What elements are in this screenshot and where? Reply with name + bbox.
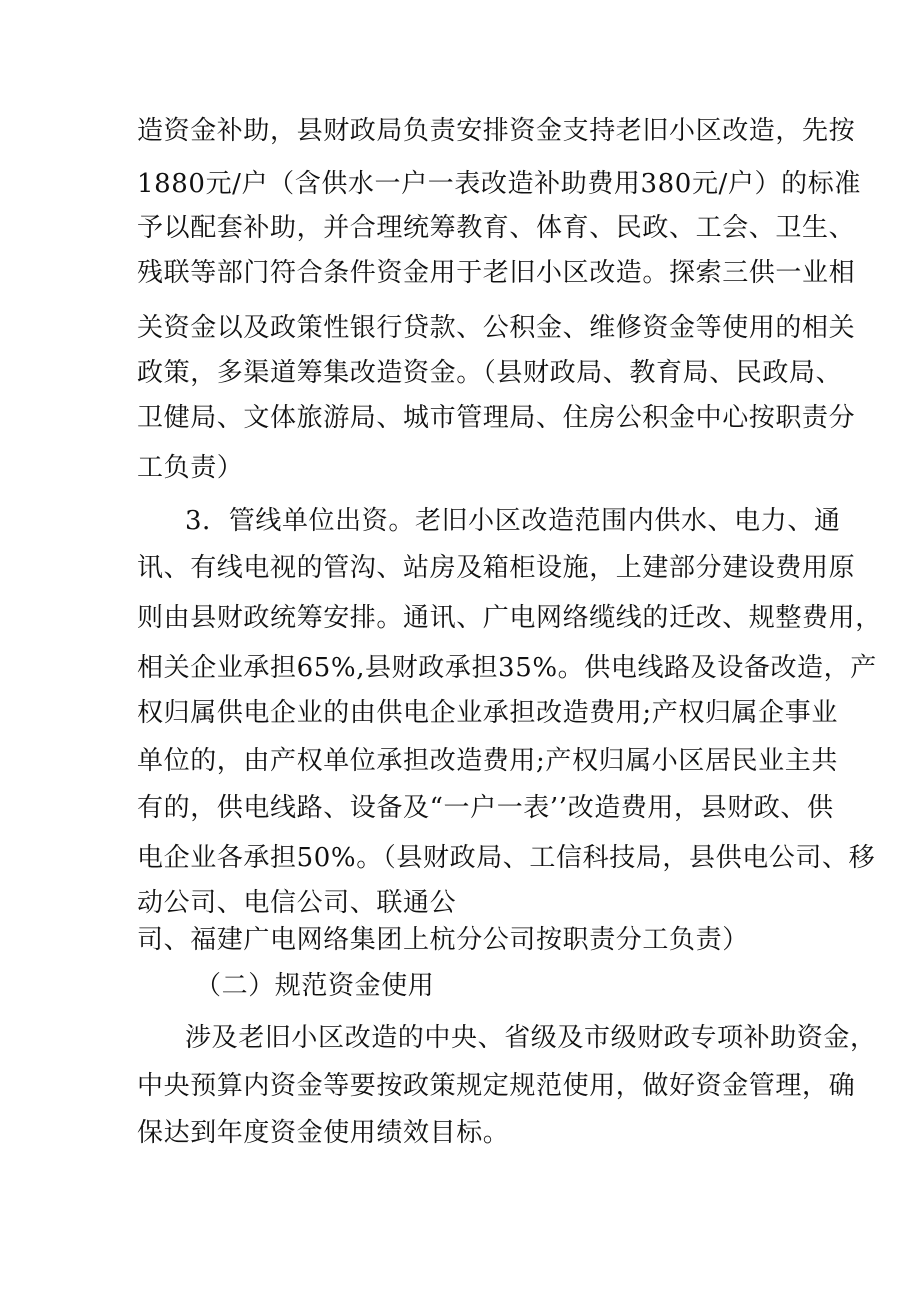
text-line: 3．管线单位出资。老旧小区改造范围内供水、电力、通: [185, 506, 841, 536]
text-line: 电企业各承担50%。（县财政局、工信科技局，县供电公司、移: [137, 843, 876, 873]
text-line: 权归属供电企业的由供电企业承担改造费用;产权归属企事业: [137, 698, 838, 728]
text-line: 卫健局、文体旅游局、城市管理局、住房公积金中心按职责分: [137, 403, 856, 433]
text-line: 动公司、电信公司、联通公: [137, 888, 457, 918]
text-line: 造资金补助，县财政局负责安排资金支持老旧小区改造，先按: [137, 116, 856, 146]
text-line: 单位的，由产权单位承担改造费用;产权归属小区居民业主共: [137, 746, 838, 776]
text-line: 则由县财政统筹安排。通讯、广电网络缆线的迁改、规整费用，: [137, 603, 882, 633]
text-line: 司、福建广电网络集团上杭分公司按职责分工负责）: [137, 925, 749, 955]
section-heading: （二）规范资金使用: [195, 971, 435, 1001]
text-line: 1880元/户（含供水一户一表改造补助费用380元/户）的标准: [137, 169, 861, 199]
text-line: 关资金以及政策性银行贷款、公积金、维修资金等使用的相关: [137, 313, 856, 343]
text-line: 讯、有线电视的管沟、站房及箱柜设施，上建部分建设费用原: [137, 553, 856, 583]
text-line: 保达到年度资金使用绩效目标。: [137, 1118, 510, 1148]
text-line: 予以配套补助，并合理统筹教育、体育、民政、工会、卫生、: [137, 213, 856, 243]
text-line: 残联等部门符合条件资金用于老旧小区改造。探索三供一业相: [137, 258, 856, 288]
text-line: 涉及老旧小区改造的中央、省级及市级财政专项补助资金，: [185, 1023, 877, 1053]
text-line: 有的，供电线路、设备及“一户一表’’改造费用，县财政、供: [137, 793, 834, 823]
text-line: 中央预算内资金等要按政策规定规范使用，做好资金管理，确: [137, 1071, 856, 1101]
text-line: 政策，多渠道筹集改造资金。（县财政局、教育局、民政局、: [137, 358, 843, 388]
text-line: 相关企业承担65%,县财政承担35%。供电线路及设备改造，产: [137, 653, 877, 683]
text-line: 工负责）: [137, 453, 244, 483]
